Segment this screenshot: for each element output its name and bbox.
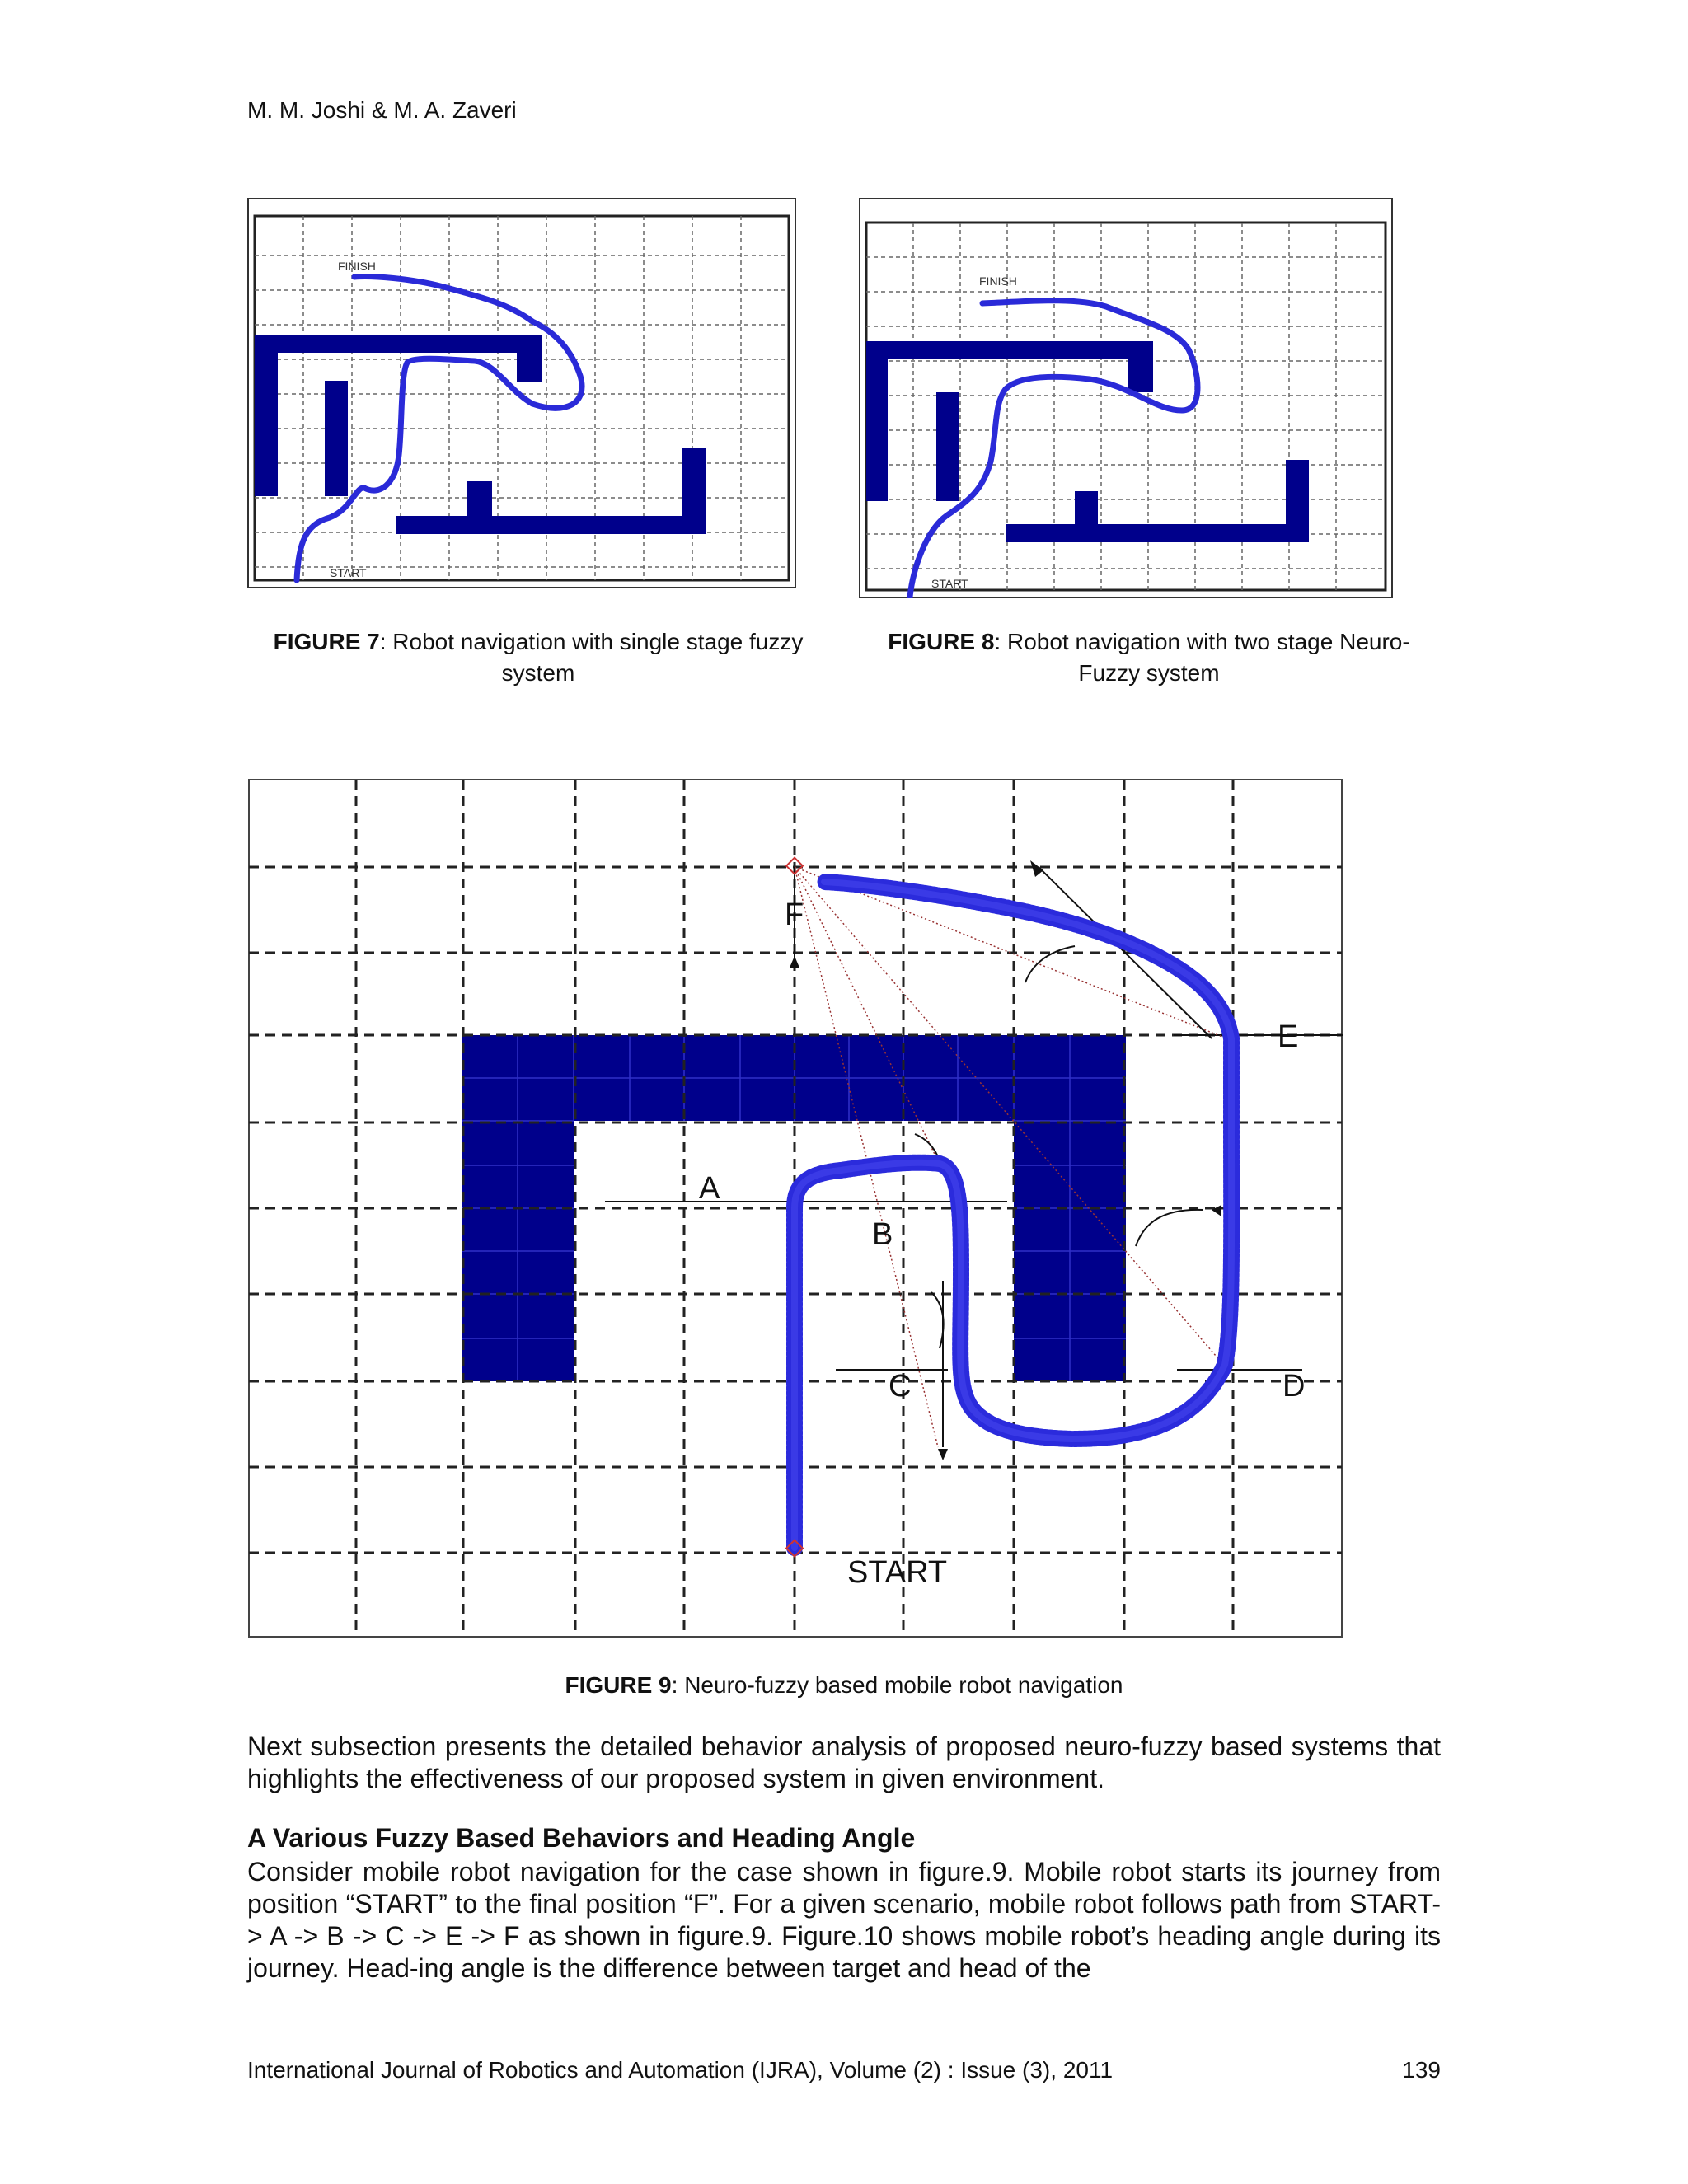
- figure-9-label-d: D: [1282, 1369, 1306, 1404]
- body-paragraph-2: Consider mobile robot navigation for the case shown in figure.9. Mobile robot starts its journey from position “START” to the final position “F”. For a given scenario, mobile robot follows path from START-> A -> B -> C -> E -> F as shown in figure.9. Figure.10 shows mobile robot’s heading angle during its journey. Head-ing angle is the difference between target and head of the: [247, 1857, 1441, 1983]
- figure-7-caption-text: : Robot navigation with single stage fuzzy: [379, 629, 804, 654]
- figure-9-label-start: START: [847, 1555, 948, 1590]
- figure-7-finish-label: FINISH: [338, 260, 376, 273]
- figure-7-caption-line2: system: [501, 660, 575, 686]
- section-title: A Various Fuzzy Based Behaviors and Heading Angle: [247, 1823, 916, 1853]
- figure-9-label-f: F: [785, 898, 804, 932]
- figure-8-caption: [854, 626, 1444, 689]
- figure-8-start-label: START: [931, 577, 968, 590]
- figure-8-caption-line2: Fuzzy system: [1078, 660, 1220, 686]
- figure-8-image: [859, 198, 1393, 598]
- figure-7-start-label: START: [330, 566, 367, 579]
- figure-9-number: FIGURE 9: [565, 1672, 672, 1698]
- footer-journal: International Journal of Robotics and Automation (IJRA), Volume (2) : Issue (3), 2011: [247, 2057, 1114, 2083]
- page-footer: [247, 2057, 1441, 2083]
- figure-9-caption: [247, 1670, 1441, 1701]
- figure-9-label-c: C: [889, 1369, 912, 1404]
- figure-8-caption-text: : Robot navigation with two stage Neuro-: [994, 629, 1410, 654]
- figure-7-caption: [247, 626, 829, 689]
- figure-8-number: FIGURE 8: [888, 629, 995, 654]
- figure-9-caption-text: : Neuro-fuzzy based mobile robot navigation: [671, 1672, 1123, 1698]
- figure-8-finish-label: FINISH: [979, 274, 1017, 288]
- figure-9-label-a: A: [699, 1171, 720, 1206]
- figure-9-label-b: B: [872, 1217, 893, 1252]
- figure-9-image: [247, 778, 1343, 1638]
- figure-9-label-e: E: [1278, 1019, 1299, 1054]
- running-head-authors: M. M. Joshi & M. A. Zaveri: [247, 97, 517, 123]
- figure-7-image: [247, 198, 796, 588]
- footer-page-number: 139: [1402, 2057, 1441, 2083]
- body-paragraph-1: Next subsection presents the detailed behavior analysis of proposed neuro-fuzzy based systems that highlights the effectiveness of our proposed system in given environment.: [247, 1732, 1441, 1793]
- figure-7-number: FIGURE 7: [273, 629, 380, 654]
